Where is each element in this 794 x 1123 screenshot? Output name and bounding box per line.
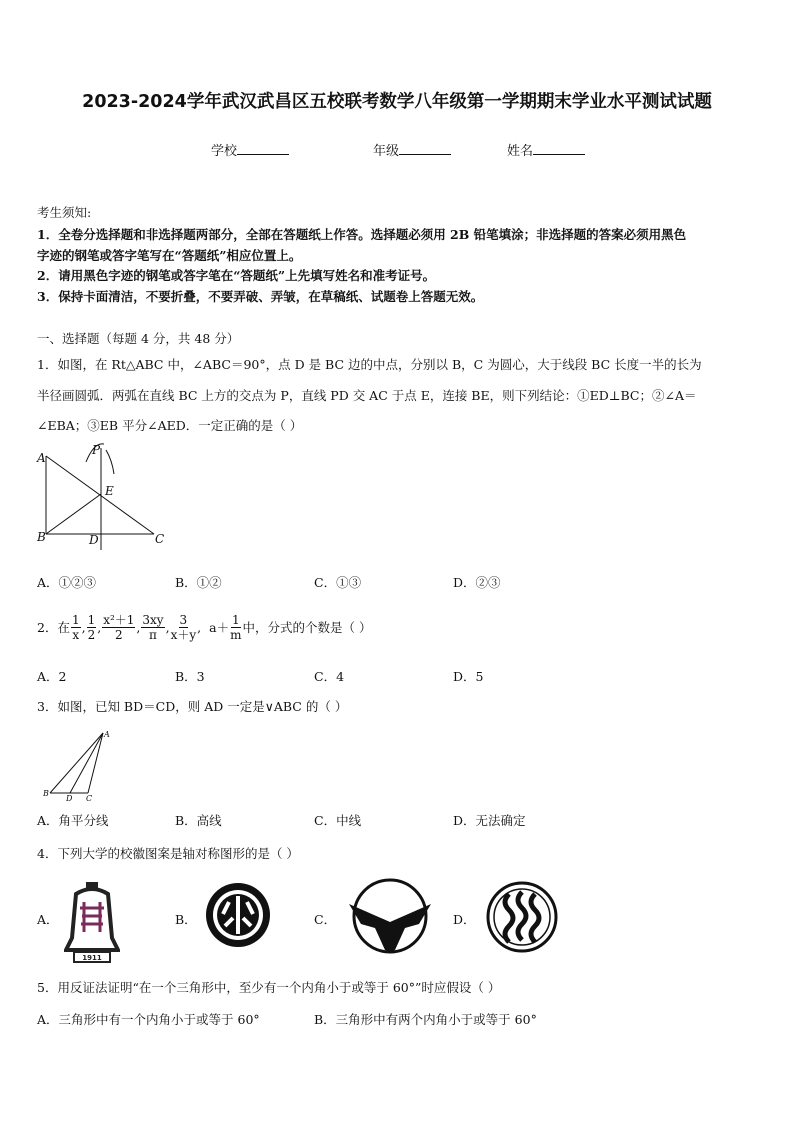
q5-stem: 5．用反证法证明“在一个三角形中，至少有一个内角小于或等于 60°”时应假设（ ）	[37, 980, 501, 995]
q1-line: ∠EBA；③EB 平分∠AED．一定正确的是（ ）	[37, 418, 303, 433]
grade-blank[interactable]	[399, 142, 451, 155]
q1-label-p: P	[92, 443, 101, 457]
q3-option-a[interactable]: A．角平分线	[37, 813, 109, 828]
q3-option-d[interactable]: D．无法确定	[453, 813, 526, 828]
grade-label: 年级	[373, 144, 400, 159]
q1-label-d: D	[89, 533, 99, 547]
q1-option-b[interactable]: B．①②	[175, 575, 222, 590]
school-field[interactable]	[211, 140, 289, 159]
round-emblem-b-icon	[203, 880, 273, 950]
q2-option-a[interactable]: A．2	[37, 669, 67, 684]
q2-suffix: 中，分式的个数是（ ）	[242, 620, 372, 635]
q2-option-c[interactable]: C．4	[314, 669, 345, 684]
page-title: 2023-2024学年武汉武昌区五校联考数学八年级第一学期期末学业水平测试试题	[82, 92, 712, 112]
notice-item: 1．全卷分选择题和非选择题两部分，全部在答题纸上作答。选择题必须用 2B 铅笔填涂；非选择题的答案必须用黑色	[37, 227, 687, 242]
name-label: 姓名	[507, 144, 534, 159]
q3-label-c: C	[86, 794, 93, 803]
q2-fraction: $\frac{1}{x}$	[71, 612, 80, 642]
bell-emblem-icon	[64, 880, 120, 964]
school-blank[interactable]	[237, 142, 289, 155]
q4-option-c[interactable]: C．	[314, 912, 337, 927]
q1-line: 半径画圆弧．两弧在直线 BC 上方的交点为 P，直线 PD 交 AC 于点 E，连接 BE，则下列结论：①ED⊥BC；②∠A＝	[37, 388, 697, 403]
q5-option-b[interactable]: B．三角形中有两个内角小于或等于 60°	[314, 1012, 537, 1027]
q3-label-d: D	[66, 794, 73, 803]
notice-heading: 考生须知:	[37, 205, 92, 220]
q2-last-prefix: a＋	[209, 620, 230, 635]
q1-option-c[interactable]: C．①③	[314, 575, 362, 590]
q2-fraction: $\frac{1}{m}$	[230, 612, 242, 642]
q3-label-a: A	[104, 730, 110, 739]
q1-option-d[interactable]: D．②③	[453, 575, 501, 590]
q4-option-b[interactable]: B．	[175, 912, 197, 927]
name-blank[interactable]	[533, 142, 585, 155]
q3-option-c[interactable]: C．中线	[314, 813, 362, 828]
q2-fraction: $\frac{3xy}{\pi}$	[142, 612, 164, 642]
q3-option-b[interactable]: B．高线	[175, 813, 222, 828]
q2-prefix: 2．在	[37, 620, 70, 635]
q1-label-b: B	[37, 530, 46, 544]
q2-option-d[interactable]: D．5	[453, 669, 484, 684]
q4-stem: 4．下列大学的校徽图案是轴对称图形的是（ ）	[37, 846, 299, 861]
q1-label-a: A	[37, 451, 46, 465]
q3-label-b: B	[43, 789, 49, 798]
eagle-emblem-icon	[345, 878, 435, 954]
name-field[interactable]	[507, 140, 585, 159]
section-heading: 一、选择题（每题 4 分，共 48 分）	[37, 331, 240, 346]
q1-line: 1．如图，在 Rt△ABC 中，∠ABC＝90°，点 D 是 BC 边的中点，分别以 B，C 为圆心，大于线段 BC 长度一半的长为	[37, 357, 702, 372]
notice-item: 2．请用黑色字迹的钢笔或答字笔在“答题纸”上先填写姓名和准考证号。	[37, 268, 436, 283]
q2-fraction: $\frac{\text{x²＋1}}{2}$	[103, 612, 135, 642]
notice-item: 字迹的钢笔或答字笔写在“答题纸”相应位置上。	[37, 248, 302, 263]
q1-option-a[interactable]: A．①②③	[37, 575, 97, 590]
school-label: 学校	[211, 144, 238, 159]
q3-figure	[40, 727, 120, 805]
q3-stem: 3．如图，已知 BD＝CD，则 AD 一定是∨ABC 的（ ）	[37, 699, 348, 714]
notice-item: 3．保持卡面清洁，不要折叠，不要弄破、弄皱，在草稿纸、试题卷上答题无效。	[37, 289, 484, 304]
q1-figure	[34, 440, 174, 552]
q2-fraction: $\frac{3}{x+y}$	[170, 612, 197, 642]
q4-option-a[interactable]: A．	[37, 912, 59, 927]
q2-option-b[interactable]: B．3	[175, 669, 205, 684]
q2-fraction: $\frac{1}{2}$	[87, 612, 96, 642]
q5-option-a[interactable]: A．三角形中有一个内角小于或等于 60°	[37, 1012, 260, 1027]
bell-emblem-year: 1911	[82, 954, 102, 962]
q4-option-d[interactable]: D．	[453, 912, 476, 927]
q2-stem: 2．在 $\frac{1}{x}$ , $\frac{1}{2}$ , $\frac{\text{x²＋1}}{2}$ , $\frac{3xy}{\pi}$ , $\frac{3}{x+y}$ , a＋ $\frac{1}{m}$ 中，分式的个数是（ ）	[37, 612, 372, 642]
q1-label-c: C	[155, 532, 165, 546]
grade-field[interactable]	[373, 140, 451, 159]
q1-label-e: E	[105, 484, 114, 498]
wave-emblem-icon	[485, 880, 559, 954]
